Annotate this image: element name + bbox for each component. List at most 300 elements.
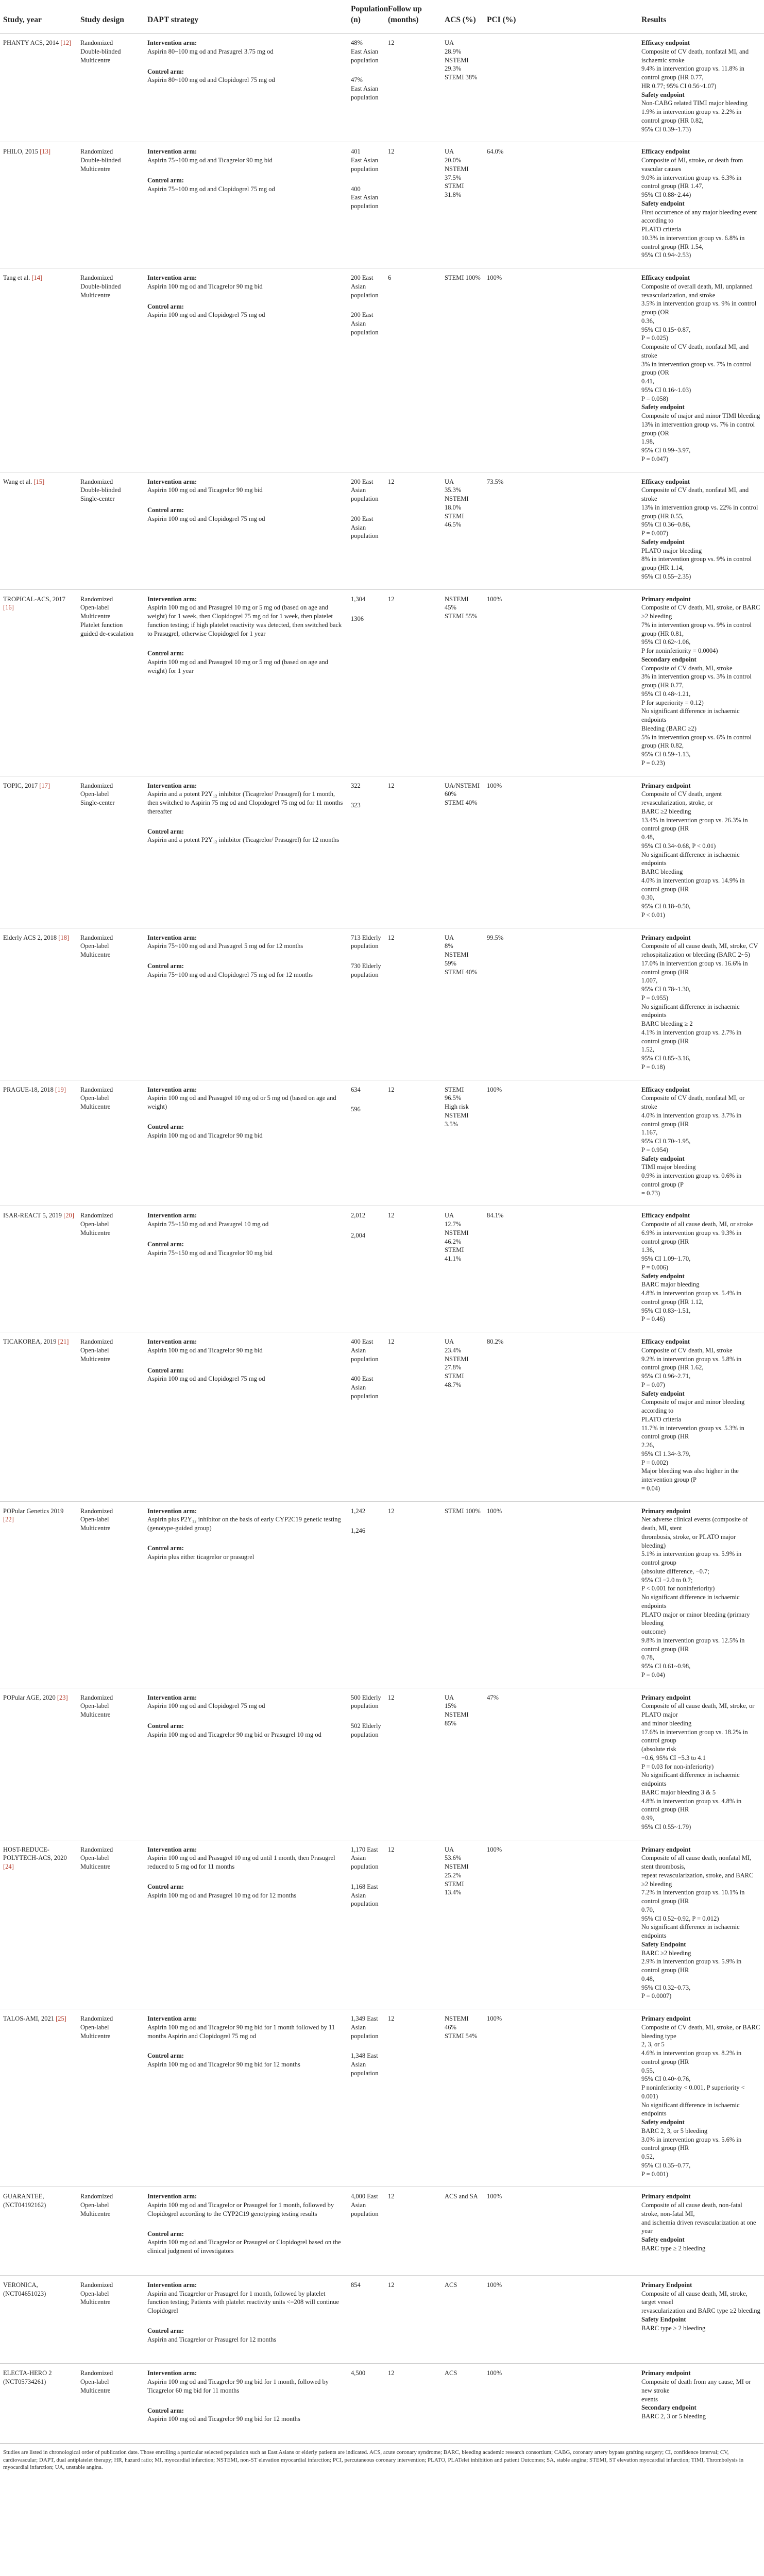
acs-cell: UA 35.3% NSTEMI 18.0% STEMI 46.5% (442, 472, 484, 589)
citation-link[interactable]: [13] (40, 148, 51, 156)
table-row (0, 142, 764, 268)
arm-population: 200 East Asian population (351, 274, 379, 299)
results-cell (638, 33, 764, 142)
follow-up-cell: 12 (385, 2275, 442, 2364)
results-line: Composite of all cause death, MI, stroke, or PLATO major (641, 1702, 755, 1718)
pci-cell: 73.5% (484, 472, 638, 589)
results-heading: Safety endpoint (641, 2236, 685, 2243)
results-line: Composite of MI, stroke, or death from vascular causes (641, 157, 743, 173)
results-line: Composite of CV death, nonfatal MI, or stroke (641, 1094, 745, 1110)
arm-regimen: Aspirin 100 mg od and Ticagrelor 90 mg bid (147, 1346, 263, 1354)
acs-cell: UA 20.0% NSTEMI 37.5% STEMI 31.8% (442, 142, 484, 268)
arm-label: Control arm: (147, 827, 184, 835)
pci-cell (484, 33, 638, 142)
study-arm (147, 2052, 345, 2069)
arm-label: Intervention arm: (147, 1693, 197, 1701)
study-arm (147, 649, 345, 675)
results-line: P = 0.007) (641, 530, 669, 537)
arm-population: 596 (351, 1106, 361, 1113)
results-line: and ischemia driven revascularization at one year (641, 2218, 756, 2235)
results-line: 95% CI 0.34~0.68, P < 0.01) (641, 842, 716, 850)
study-name: PHANTY ACS, 2014 (3, 39, 61, 46)
dapt-strategy (144, 33, 348, 142)
results-line: 7% in intervention group vs. 9% in control group (HR 0.81, (641, 621, 752, 637)
results-line: No significant difference in ischaemic endpoints (641, 1923, 740, 1939)
table-row (0, 2364, 764, 2443)
arm-label: Control arm: (147, 302, 184, 310)
arm-label: Control arm: (147, 176, 184, 184)
results-line: revascularization and BARC type ≥2 bleeding (641, 2307, 760, 2314)
study-arm (147, 2406, 345, 2424)
results-heading: Efficacy endpoint (641, 1338, 690, 1345)
study-cell (0, 2275, 77, 2364)
arm-regimen: Aspirin 100 mg od and Clopidogrel 75 mg od (147, 311, 265, 319)
arm-label: Intervention arm: (147, 2193, 197, 2200)
study-arm (147, 1240, 345, 1258)
results-line: P noninferiority < 0.001, P superiority < 0.001) (641, 2084, 745, 2100)
results-line: P = 0.001) (641, 2170, 669, 2178)
pci-cell: 100% (484, 1840, 638, 2009)
results-line: 95% CI 0.16~1.03) (641, 386, 691, 394)
results-line: 6.9% in intervention group vs. 9.3% in control group (HR (641, 1229, 742, 1245)
arm-label: Control arm: (147, 962, 184, 970)
acs-cell: UA/NSTEMI 60% STEMI 40% (442, 776, 484, 928)
dapt-strategy (144, 2364, 348, 2443)
header-dapt: DAPT strategy (144, 0, 348, 33)
acs-cell: UA 28.9% NSTEMI 29.3% STEMI 38% (442, 33, 484, 142)
arm-population: 401 East Asian population (351, 148, 379, 173)
acs-cell: ACS and SA (442, 2187, 484, 2276)
study-name: POPular Genetics 2019 (3, 1507, 64, 1515)
follow-up-cell: 12 (385, 1080, 442, 1206)
table-row (0, 268, 764, 472)
arm-regimen: Aspirin 100 mg od and Ticagrelor 90 mg bid (147, 282, 263, 290)
arm-regimen: Aspirin 100 mg od and Ticagrelor 90 mg bid for 1 month followed by 11 months Aspirin and Clopidogrel 75 mg od (147, 2023, 335, 2040)
pci-cell: 100% (484, 1080, 638, 1206)
results-line: P = 0.006) (641, 1263, 669, 1271)
citation-link[interactable]: [14] (31, 274, 43, 281)
study-arm (147, 274, 345, 291)
results-line: 95% CI 0.83~1.51, (641, 1307, 691, 1314)
study-design: Randomized Double-blinded Single-center (77, 472, 144, 589)
results-heading: Safety Endpoint (641, 1940, 686, 1948)
results-heading: Safety endpoint (641, 1272, 685, 1280)
arm-regimen: Aspirin 100 mg od and Clopidogrel 75 mg od (147, 515, 265, 522)
study-design: Randomized Open-label Single-center (77, 776, 144, 928)
results-line: 8% in intervention group vs. 9% in control group (HR 1.14, (641, 555, 752, 571)
study-arm (147, 827, 345, 845)
arm-label: Control arm: (147, 1123, 184, 1130)
citation-link[interactable]: [20] (63, 1212, 74, 1219)
table-row (0, 776, 764, 928)
study-name: TALOS-AMI, 2021 (3, 2015, 56, 2022)
results-line: No significant difference in ischaemic endpoints (641, 1771, 740, 1787)
arm-label: Control arm: (147, 1544, 184, 1552)
results-line: 1.9% in intervention group vs. 2.2% in control group (HR 0.82, (641, 108, 742, 124)
citation-link[interactable]: [18] (58, 934, 70, 941)
table-row (0, 1501, 764, 1688)
arm-regimen: Aspirin 75~100 mg od and Ticagrelor 90 mg bid (147, 157, 273, 164)
arm-regimen: Aspirin plus P2Y₁₂ inhibitor on the basis of early CYP2C19 genetic testing (genotype-guided group) (147, 1516, 341, 1532)
study-cell (0, 776, 77, 928)
study-design: Randomized Open-label Multicentre (77, 1080, 144, 1206)
results-line: Composite of CV death, nonfatal MI, and stroke (641, 486, 749, 502)
arm-regimen: Aspirin 100 mg od and Ticagrelor 90 mg bid (147, 1131, 263, 1139)
results-line: Composite of all cause death, nonfatal MI, stent thrombosis, (641, 1854, 752, 1870)
results-cell (638, 2364, 764, 2443)
results-line: outcome) (641, 1628, 666, 1635)
results-line: 95% CI 0.36~0.86, (641, 521, 691, 529)
results-line: 4.0% in intervention group vs. 3.7% in control group (HR (641, 1111, 742, 1128)
arm-population: 854 (351, 2281, 361, 2289)
arm-label: Intervention arm: (147, 1507, 197, 1515)
study-name: POPular AGE, 2020 (3, 1693, 57, 1701)
citation-link[interactable]: [17] (39, 782, 50, 789)
dapt-strategy (144, 1080, 348, 1206)
arm-population: 4,000 East Asian population (351, 2193, 379, 2217)
results-line: 4.0% in intervention group vs. 14.9% in control group (HR (641, 876, 745, 893)
pci-cell: 84.1% (484, 1206, 638, 1332)
results-line: 95% CI 0.40~0.76, (641, 2075, 691, 2083)
results-line: 0.48, (641, 834, 654, 841)
results-line: (absolute risk (641, 1745, 676, 1753)
results-line: 95% CI 0.78~1.30, (641, 986, 691, 993)
results-cell (638, 472, 764, 589)
population-cell (348, 1206, 385, 1332)
table-row (0, 1840, 764, 2009)
header-study: Study, year (0, 0, 77, 33)
study-cell (0, 1332, 77, 1502)
study-cell (0, 2364, 77, 2443)
arm-population: 200 East Asian population (351, 515, 379, 540)
acs-cell: STEMI 100% (442, 268, 484, 472)
results-line: 17.0% in intervention group vs. 16.6% in control group (HR (641, 959, 748, 976)
study-cell (0, 589, 77, 776)
study-design: Randomized Double-blinded Multicentre (77, 268, 144, 472)
results-line: 95% CI 0.32~0.73, (641, 1984, 691, 1991)
study-name: TROPICAL-ACS, 2017 (3, 595, 65, 603)
results-line: P for superiority = 0.12) (641, 699, 704, 706)
dapt-strategy (144, 2275, 348, 2364)
results-line: 95% CI 0.61~0.98, (641, 1663, 691, 1670)
dapt-strategy (144, 1501, 348, 1688)
results-line: 0.48, (641, 1975, 654, 1982)
results-heading: Primary endpoint (641, 934, 691, 941)
results-heading: Efficacy endpoint (641, 274, 690, 281)
population-cell (348, 1332, 385, 1502)
pci-cell: 100% (484, 2364, 638, 2443)
results-line: Composite of CV death, MI, stroke (641, 664, 733, 672)
arm-regimen: Aspirin 75~100 mg od and Clopidogrel 75 mg od for 12 months (147, 971, 313, 978)
acs-cell: NSTEMI 46% STEMI 54% (442, 2009, 484, 2187)
results-line: Composite of overall death, MI, unplanned (641, 282, 753, 290)
results-line: BARC type ≥ 2 bleeding (641, 2244, 706, 2252)
results-line: = 0.73) (641, 1189, 660, 1197)
arm-population: 1,349 East Asian population (351, 2015, 379, 2040)
citation-link[interactable]: [25] (56, 2015, 66, 2022)
results-line: No significant difference in ischaemic endpoints (641, 851, 740, 867)
population-cell (348, 1501, 385, 1688)
arm-population: 1,170 East Asian population (351, 1845, 379, 1870)
arm-population: 200 East Asian population (351, 478, 379, 502)
arm-population: 713 Elderly population (351, 934, 381, 950)
study-arm (147, 1211, 345, 1229)
study-cell (0, 268, 77, 472)
study-arm (147, 1086, 345, 1111)
results-line: 1.52, (641, 1046, 654, 1054)
results-line: 95% CI −2.0 to 0.7; (641, 1576, 693, 1584)
study-cell (0, 1080, 77, 1206)
table-row (0, 1206, 764, 1332)
results-heading: Safety endpoint (641, 2119, 685, 2126)
results-line: BARC major bleeding (641, 1281, 700, 1289)
acs-cell: UA 53.6% NSTEMI 25.2% STEMI 13.4% (442, 1840, 484, 2009)
study-arm (147, 1845, 345, 1871)
arm-label: Intervention arm: (147, 274, 197, 281)
follow-up-cell: 12 (385, 2364, 442, 2443)
arm-population: 2,012 (351, 1212, 366, 1219)
results-line: P = 0.955) (641, 994, 669, 1002)
study-design: Randomized Open-label Multicentre (77, 2364, 144, 2443)
arm-population: 1306 (351, 615, 364, 623)
results-line: 13% in intervention group vs. 22% in control group (HR 0.55, (641, 503, 758, 520)
results-cell (638, 1206, 764, 1332)
arm-regimen: Aspirin and a potent P2Y₁₂ inhibitor (Ticagrelor/ Prasugrel) for 12 months (147, 836, 339, 844)
study-name: ELECTA-HERO 2 (NCT05734261) (3, 2369, 52, 2385)
results-line: 95% CI 0.88~2.44) (641, 191, 691, 198)
study-arm (147, 962, 345, 979)
citation-link[interactable]: [23] (57, 1693, 68, 1701)
study-name: Tang et al. (3, 274, 32, 281)
results-line: Composite of CV death, nonfatal MI, and stroke (641, 343, 749, 359)
follow-up-cell: 12 (385, 589, 442, 776)
results-line: 95% CI 0.48~1.21, (641, 690, 691, 698)
arm-label: Control arm: (147, 2052, 184, 2060)
results-heading: Secondary endpoint (641, 2404, 697, 2412)
follow-up-cell: 12 (385, 2187, 442, 2276)
results-heading: Efficacy endpoint (641, 1212, 690, 1219)
citation-link[interactable]: [22] (3, 1516, 14, 1523)
study-name: GUARANTEE, (NCT04192162) (3, 2193, 46, 2209)
study-design: Randomized Open-label Multicentre (77, 1206, 144, 1332)
citation-link[interactable]: [24] (3, 1863, 14, 1870)
population-cell (348, 776, 385, 928)
pci-cell: 80.2% (484, 1332, 638, 1502)
results-line: 95% CI 0.59~1.13, (641, 751, 691, 758)
results-line: P = 0.047) (641, 455, 669, 463)
pci-cell: 100% (484, 2009, 638, 2187)
arm-regimen: Aspirin 100 mg od and Prasugrel 10 mg od or 5 mg od (based on age and weight) (147, 1094, 336, 1110)
results-line: 3% in intervention group vs. 7% in control group (OR (641, 360, 752, 377)
results-line: No significant difference in ischaemic endpoints (641, 1003, 740, 1019)
population-cell (348, 2187, 385, 2276)
results-line: No significant difference in ischaemic endpoints (641, 2101, 740, 2117)
results-line: 95% CI 1.34~3.79, (641, 1450, 691, 1458)
study-name: TOPIC, 2017 (3, 782, 40, 789)
results-line: BARC 2, 3, or 5 bleeding (641, 2127, 708, 2134)
results-heading: Primary endpoint (641, 782, 691, 789)
results-line: 1.36, (641, 1246, 654, 1254)
follow-up-cell: 12 (385, 1206, 442, 1332)
results-line: P = 0.03 for non-inferiority) (641, 1762, 714, 1770)
results-line: 3% in intervention group vs. 3% in control group (HR 0.77, (641, 673, 752, 689)
results-heading: Efficacy endpoint (641, 1086, 690, 1093)
results-line: 5% in intervention group vs. 6% in control group (HR 0.82, (641, 733, 752, 750)
results-line: (absolute difference, −0.7; (641, 1567, 709, 1575)
arm-regimen: Aspirin 80~100 mg od and Prasugrel 3.75 mg od (147, 47, 274, 55)
results-line: 9.0% in intervention group vs. 6.3% in control group (HR 1.47, (641, 174, 742, 190)
population-cell (348, 1840, 385, 2009)
results-line: 9.2% in intervention group vs. 5.8% in control group (HR 1.62, (641, 1355, 742, 1371)
results-line: P = 0.954) (641, 1146, 669, 1154)
results-line: BARC major bleeding 3 & 5 (641, 1788, 716, 1796)
table-footnote: Studies are listed in chronological order of publication date. Those enrolling a particular selected population such as East Asians or elderly patients are indicated. ACS, acute coronary syndrome; BARC, bleeding academic research consortium; CABG, coronary artery bypass grafting surgery; CI, confidence interval; CV, cardiovascular; DAPT, dual antiplatelet therapy; HR, hazard ratio; MI, myocardial infarction; NSTEMI, non-ST elevation myocardial infarction; PCI, percutaneous coronary intervention; PLATO, PLATelet inhibition and patient Outcomes; SA, stable angina; STEMI, ST elevation myocardial infarction; TIMI, Thrombolysis in myocardial infarction; UA, unstable angina. (0, 2443, 763, 2471)
results-line: rehospitalization or bleeding (BARC 2~5) (641, 951, 750, 958)
results-line: revascularization, and stroke (641, 291, 716, 299)
results-line: BARC ≥2 bleeding (641, 1949, 691, 1957)
study-arm (147, 1883, 345, 1900)
study-design: Randomized Open-label Multicentre (77, 2187, 144, 2276)
results-line: Composite of CV death, MI, stroke, or BARC bleeding type (641, 2023, 760, 2040)
results-cell (638, 142, 764, 268)
citation-link[interactable]: [12] (60, 39, 72, 46)
results-heading: Safety endpoint (641, 403, 685, 411)
study-arm (147, 1337, 345, 1355)
table-row (0, 2187, 764, 2276)
study-arm (147, 478, 345, 495)
pci-cell: 100% (484, 1501, 638, 1688)
pci-cell: 47% (484, 1688, 638, 1840)
arm-population: 502 Elderly population (351, 1722, 381, 1738)
arm-regimen: Aspirin 80~100 mg od and Clopidogrel 75 mg od (147, 76, 275, 84)
citation-link[interactable]: [21] (58, 1338, 69, 1345)
study-cell (0, 33, 77, 142)
results-line: 0.30, (641, 894, 654, 902)
arm-label: Intervention arm: (147, 1086, 197, 1093)
results-line: PLATO criteria (641, 226, 682, 233)
study-cell (0, 142, 77, 268)
results-heading: Primary endpoint (641, 2193, 691, 2200)
arm-label: Intervention arm: (147, 148, 197, 156)
results-line: Composite of all cause death, MI, or stroke (641, 1221, 753, 1228)
study-arm (147, 506, 345, 523)
results-line: P = 0.46) (641, 1315, 665, 1323)
citation-link[interactable]: [15] (33, 478, 45, 485)
results-cell (638, 776, 764, 928)
study-arm (147, 782, 345, 816)
study-name: ISAR-REACT 5, 2019 (3, 1212, 64, 1219)
dapt-strategy (144, 1206, 348, 1332)
study-name: PHILO, 2015 (3, 148, 40, 156)
results-line: 95% CI 0.62~1.06, (641, 638, 691, 646)
results-heading: Primary endpoint (641, 1507, 691, 1515)
follow-up-cell: 12 (385, 2009, 442, 2187)
results-line: P < 0.01) (641, 911, 665, 919)
study-arm (147, 2327, 345, 2344)
results-line: Composite of CV death, urgent revascularization, stroke, or (641, 790, 722, 806)
arm-population: 322 (351, 782, 361, 789)
results-cell (638, 268, 764, 472)
results-line: Composite of all cause death, MI, stroke, target vessel (641, 2290, 748, 2306)
arm-population: 400 East Asian population (351, 185, 379, 210)
dapt-strategy (144, 776, 348, 928)
study-name: Wang et al. (3, 478, 34, 485)
study-name: HOST-REDUCE-POLYTECH-ACS, 2020 (3, 1845, 67, 1862)
results-heading: Primary Endpoint (641, 2281, 692, 2289)
arm-population: 323 (351, 802, 361, 809)
results-cell (638, 1840, 764, 2009)
results-cell (638, 2009, 764, 2187)
table-row (0, 1080, 764, 1206)
population-cell (348, 589, 385, 776)
study-arm (147, 67, 345, 85)
study-design: Randomized Open-label Multicentre (77, 1332, 144, 1502)
study-arm (147, 2230, 345, 2256)
arm-regimen: Aspirin 100 mg od and Prasugrel 10 mg or 5 mg od (based on age and weight) for 1 week, then Clopidogrel 75 mg od for 1 week, then platelet function testing; if high platelet reactivity was detected, then switched back to Prasugrel, otherwise Clopidogrel for 1 year (147, 604, 342, 637)
results-line: Composite of CV death, MI, stroke, or BARC ≥2 bleeding (641, 604, 760, 620)
results-line: Composite of major and minor bleeding according to (641, 1398, 745, 1414)
results-cell (638, 1080, 764, 1206)
acs-cell: ACS (442, 2275, 484, 2364)
results-line: HR 0.77; 95% CI 0.56~1.07) (641, 82, 717, 90)
study-arm (147, 934, 345, 951)
results-line: Composite of CV death, nonfatal MI, and ischaemic stroke (641, 47, 749, 64)
results-line: 17.6% in intervention group vs. 18.2% in control group (641, 1728, 748, 1744)
results-line: 3.0% in intervention group vs. 5.6% in control group (HR (641, 2136, 742, 2152)
results-line: 0.78, (641, 1654, 654, 1662)
arm-label: Intervention arm: (147, 2369, 197, 2377)
study-name: TICAKOREA, 2019 (3, 1338, 58, 1345)
citation-link[interactable]: [19] (55, 1086, 66, 1093)
population-cell (348, 2009, 385, 2187)
acs-cell: ACS (442, 2364, 484, 2443)
results-line: 2.9% in intervention group vs. 5.9% in control group (HR (641, 1958, 742, 1974)
citation-link[interactable]: [16] (3, 604, 14, 612)
header-design: Study design (77, 0, 144, 33)
table-row (0, 33, 764, 142)
dapt-strategy (144, 1688, 348, 1840)
population-cell (348, 472, 385, 589)
follow-up-cell: 6 (385, 268, 442, 472)
results-line: Composite of major and minor TIMI bleeding (641, 412, 760, 419)
arm-regimen: Aspirin 75~150 mg od and Ticagrelor 90 mg bid (147, 1249, 273, 1257)
results-line: 1.007, (641, 977, 658, 985)
study-cell (0, 1688, 77, 1840)
follow-up-cell: 12 (385, 1688, 442, 1840)
results-heading: Safety endpoint (641, 91, 685, 98)
arm-population: 1,348 East Asian population (351, 2052, 379, 2077)
arm-regimen: Aspirin 100 mg od and Prasugrel 10 mg or 5 mg od (based on age and weight) for 1 year (147, 658, 328, 674)
results-cell (638, 1688, 764, 1840)
results-line: P = 0.0007) (641, 1992, 672, 2000)
acs-cell: UA 8% NSTEMI 59% STEMI 40% (442, 928, 484, 1080)
study-cell (0, 2187, 77, 2276)
results-line: Bleeding (BARC ≥2) (641, 724, 697, 732)
dapt-strategy (144, 589, 348, 776)
results-heading: Safety endpoint (641, 199, 685, 207)
study-cell (0, 472, 77, 589)
results-heading: Safety Endpoint (641, 2315, 686, 2323)
pci-cell: 100% (484, 2275, 638, 2364)
results-line: P = 0.18) (641, 1063, 665, 1071)
arm-label: Intervention arm: (147, 1338, 197, 1345)
study-arm (147, 39, 345, 56)
study-design: Randomized Open-label Multicentre (77, 928, 144, 1080)
arm-label: Intervention arm: (147, 1845, 197, 1853)
results-line: 3.5% in intervention group vs. 9% in control group (OR (641, 300, 757, 316)
results-line: thrombosis, stroke, or PLATO major bleeding) (641, 1533, 736, 1549)
acs-cell: UA 12.7% NSTEMI 46.2% STEMI 41.1% (442, 1206, 484, 1332)
